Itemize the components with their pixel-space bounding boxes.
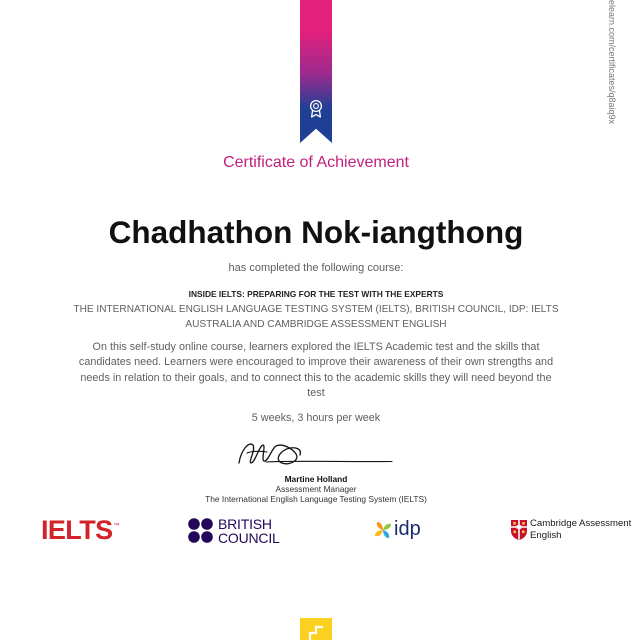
- award-icon: [308, 99, 324, 119]
- completion-text: has completed the following course:: [228, 262, 404, 274]
- idp-logo-text: idp: [394, 518, 421, 540]
- signatory-name: Martine Holland: [284, 474, 348, 484]
- ribbon-banner: [300, 0, 332, 143]
- certificate-url-link[interactable]: elearn.com/certificates/q8aiq9x: [607, 0, 617, 125]
- shield-crest-icon: [510, 519, 528, 541]
- ielts-trademark: ™: [113, 523, 120, 529]
- course-provider: THE INTERNATIONAL ENGLISH LANGUAGE TESTING SYSTEM (IELTS), BRITISH COUNCIL, IDP: IELTS AUSTRALIA AND CAMBRIDGE ASSESSMENT ENGLISH: [73, 304, 559, 330]
- yellow-square-logo-icon: [300, 618, 332, 640]
- pinwheel-icon: [373, 520, 393, 540]
- course-title: INSIDE IELTS: PREPARING FOR THE TEST WITH THE EXPERTS: [188, 289, 444, 299]
- signature-image: [236, 436, 396, 472]
- british-council-line2: COUNCIL: [218, 529, 280, 546]
- recipient-name: Chadhathon Nok-iangthong: [108, 214, 524, 250]
- signatory-role: Assessment Manager: [275, 484, 357, 494]
- course-description: On this self-study online course, learners explored the IELTS Academic test and the skills that candidates need. Learners were encouraged to improve their awareness of their own strengths and needs in relation to their goals, and to connect this to the academic skills they will need beyond the test: [78, 341, 554, 400]
- cambridge-line2: English: [530, 530, 562, 541]
- ielts-logo: [41, 517, 120, 543]
- ielts-logo-text: IELTS: [41, 515, 113, 545]
- cambridge-line1: Cambridge Assessment: [530, 518, 632, 529]
- dot-grid-icon: [188, 518, 213, 543]
- british-council-logo: [218, 518, 280, 545]
- course-duration: 5 weeks, 3 hours per week: [251, 412, 381, 424]
- signatory-organization: The International English Language Testing System (IELTS): [205, 494, 427, 504]
- cambridge-logo: [530, 518, 631, 542]
- certificate-heading: Certificate of Achievement: [223, 154, 409, 171]
- british-council-line1: BRITISH: [218, 516, 272, 532]
